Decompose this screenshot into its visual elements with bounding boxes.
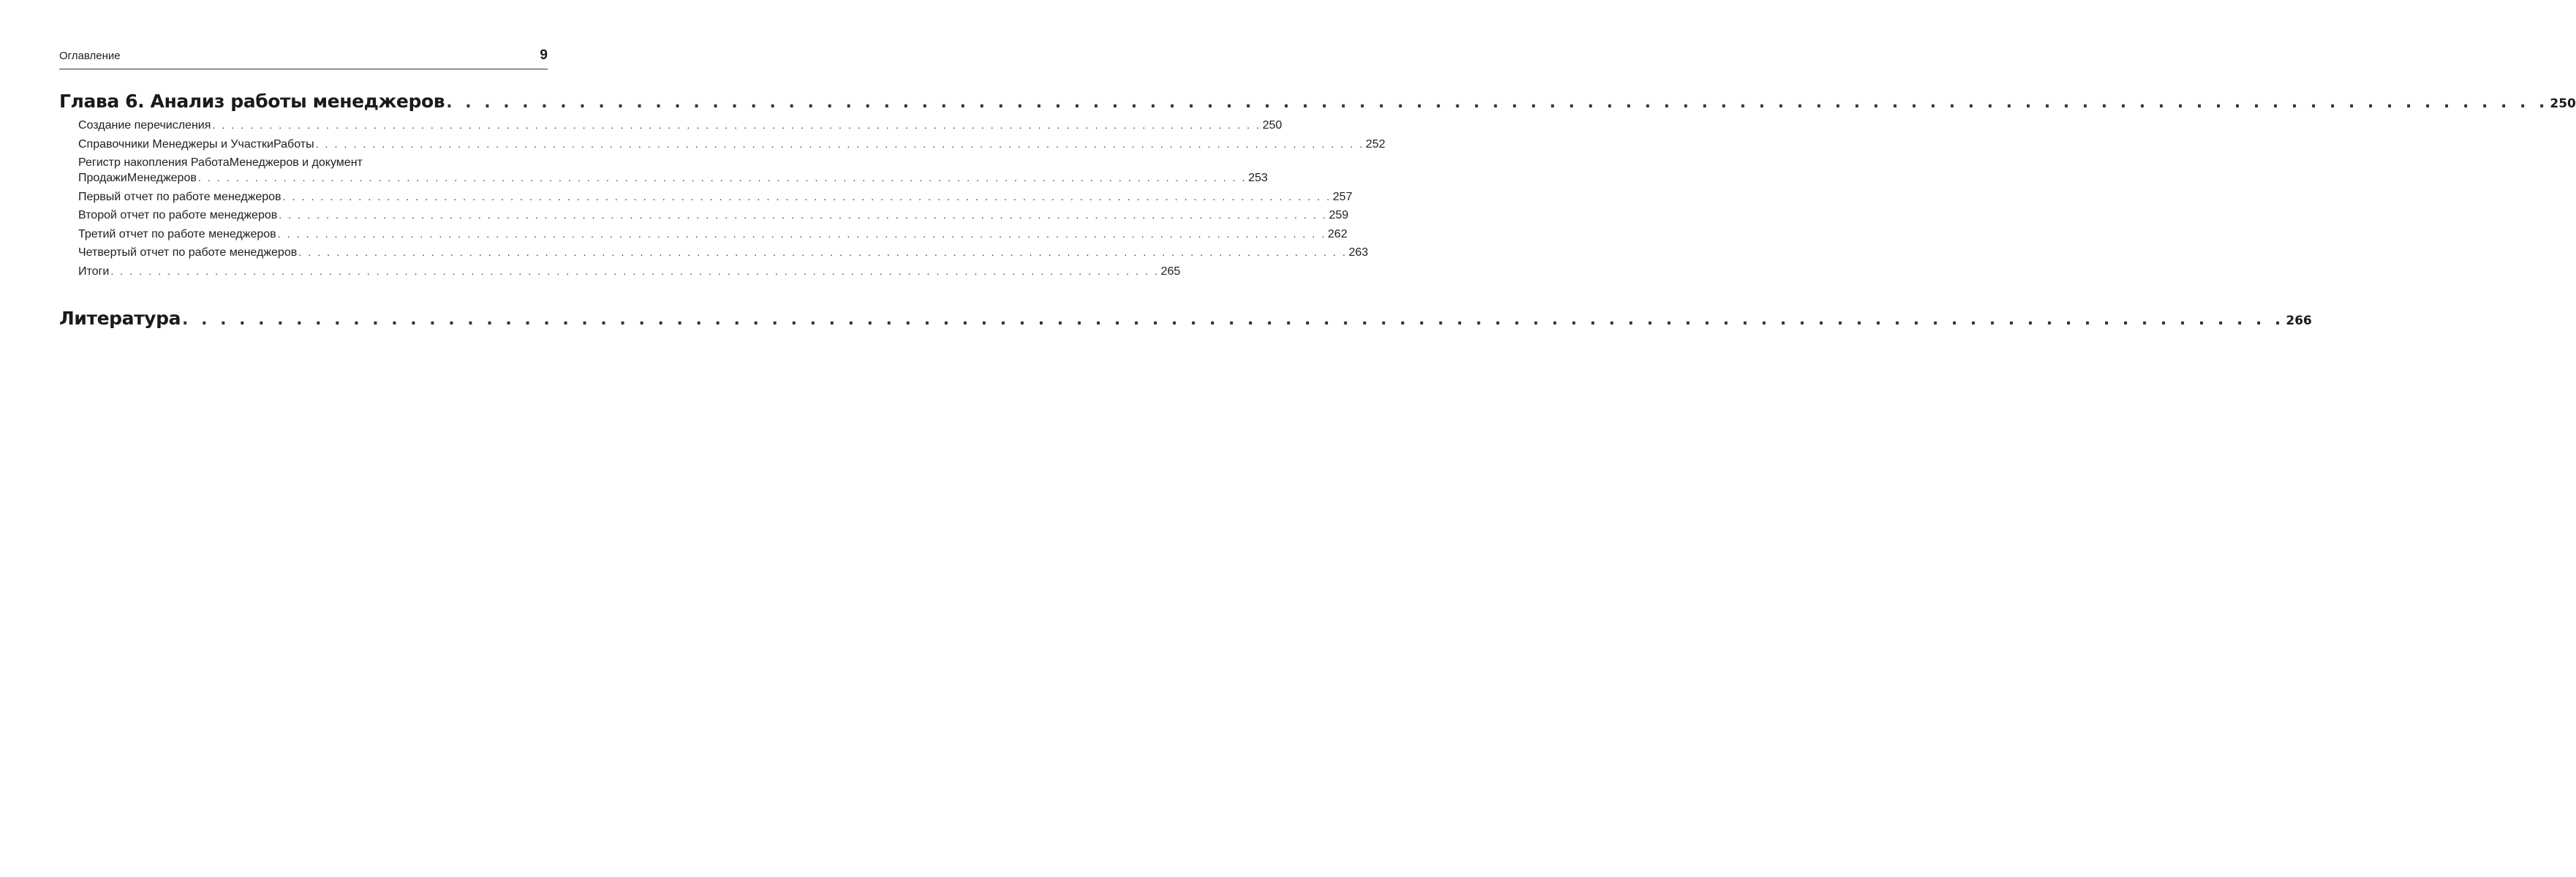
entry-title: ПродажиМенеджеров (78, 172, 197, 184)
toc-entry[interactable] (78, 265, 1181, 284)
page-number: 9 (540, 48, 548, 63)
dot-leader: . . . . . . . . . . . . . . . . . . . . . . . . . . . . . . . . . . . . . . . . . . . . . . . . . . . . . . . . . . . . . . . . . . . . . . . . . . . . . . . . . . . . . . . . . . . . . . . . . . . . . . . . . . . . . . . (282, 190, 1332, 202)
entry-title: Первый отчет по работе менеджеров (78, 190, 282, 203)
chapter-title: Глава 6. Анализ работы менеджеров (59, 91, 445, 112)
entry-title: Справочники Менеджеры и УчасткиРаботы (78, 137, 314, 151)
running-header (59, 47, 548, 69)
entry-title: Создание перечисления (78, 119, 211, 132)
entry-title: Четвертый отчет по работе менеджеров (78, 246, 298, 259)
toc-chapter-6[interactable] (59, 91, 2576, 115)
table-of-contents (59, 91, 2576, 333)
toc-entry[interactable] (78, 119, 1283, 138)
entry-page: 262 (1327, 227, 1348, 240)
entry-page: 252 (1365, 137, 1386, 151)
running-header-title: Оглавление (59, 50, 121, 62)
dot-leader: . . . . . . . . . . . . . . . . . . . . . . . . . . . . . . . . . . . . . . . . . . . . . . . . . . . . . . . . . . . . . . . . . . . . . . . . . . . . . . . . . . . . . . . . . . . . . . . . . . . . . . . . . . . . . . . (279, 209, 1328, 221)
dot-leader: . . . . . . . . . . . . . . . . . . . . . . . . . . . . . . . . . . . . . . . . . . . . . . . . . . . . . . . . . . . . . . . . . . . . . . . . . . . . . . . . . . . . . . . . . . . . . . . . . . . . . . . . . . . . . . . (110, 265, 1160, 277)
toc-entry[interactable] (78, 246, 1369, 265)
literature-page: 266 (2286, 314, 2312, 328)
toc-entry[interactable] (78, 209, 1349, 228)
entry-title: Второй отчет по работе менеджеров (78, 209, 278, 221)
toc-entry[interactable] (78, 227, 1348, 247)
entry-page: 253 (1248, 172, 1268, 184)
entry-page: 250 (1262, 119, 1283, 132)
toc-literature[interactable] (59, 308, 2312, 333)
dot-leader: . . . . . . . . . . . . . . . . . . . . . . . . . . . . . . . . . . . . . . . . . . . . . . . . . . . . . . . . . . . . . . . . . . . . . . . . . . . . . . . . . . . . . . . . . . . . . . . . . . . . . . . . . . . . . . . (298, 246, 1348, 258)
toc-entry-line1[interactable]: Регистр накопления РаботаМенеджеров и документ (78, 156, 363, 169)
toc-entry[interactable] (78, 172, 1268, 191)
dot-leader: . . . . . . . . . . . . . . . . . . . . . . . . . . . . . . . . . . . . . . . . . . . . . . . . . . . . . . . . . . . . . . . . . . . . . . . . . . . . . . . . . . . . . . . . . . . . . . . . . . . . . . . . . . . . . . . (197, 172, 1247, 183)
dot-leader: . . . . . . . . . . . . . . . . . . . . . . . . . . . . . . . . . . . . . . . . . . . . . . . . . . . . . . . . . . . . . . . . . . . . . . . . . . . . . . . . . . . . . . . . . . . . . . . . . . . . . . . . . . . . . . . (446, 94, 2549, 112)
dot-leader: . . . . . . . . . . . . . . . . . . . . . . . . . . . . . . . . . . . . . . . . . . . . . . . . . . . . . . . . . . . . . . . . . . . . . . . . . . . . . . . . . . . . . . . . . . . . . . . . . . . . . . . . . . . . . . . (315, 137, 1364, 150)
entry-page: 257 (1332, 190, 1353, 203)
dot-leader: . . . . . . . . . . . . . . . . . . . . . . . . . . . . . . . . . . . . . . . . . . . . . . . . . . . . . . . . . . . . . . . . . . . . . . . . . . . . . . . . . . . . . . . . . . . . . . . . . . . . . . . . . . . . . . . (277, 227, 1326, 240)
entry-page: 263 (1348, 246, 1369, 259)
entry-title: Итоги (78, 265, 110, 278)
literature-title: Литература (59, 308, 181, 329)
entry-title: Третий отчет по работе менеджеров (78, 227, 276, 240)
dot-leader: . . . . . . . . . . . . . . . . . . . . . . . . . . . . . . . . . . . . . . . . . . . . . . . . . . . . . . . . . . . . . . . . . . . . . . . . . . . . . . . . . . . . . . . . . . . . . . . . . . . . . . . . . . . . . . . (182, 311, 2285, 329)
entry-page: 259 (1329, 209, 1349, 221)
toc-entry[interactable] (78, 137, 1386, 157)
entry-page: 265 (1160, 265, 1181, 278)
chapter-page: 250 (2550, 96, 2576, 111)
toc-entry[interactable] (78, 190, 1353, 210)
dot-leader: . . . . . . . . . . . . . . . . . . . . . . . . . . . . . . . . . . . . . . . . . . . . . . . . . . . . . . . . . . . . . . . . . . . . . . . . . . . . . . . . . . . . . . . . . . . . . . . . . . . . . . . . . . . . . . . (212, 119, 1261, 131)
